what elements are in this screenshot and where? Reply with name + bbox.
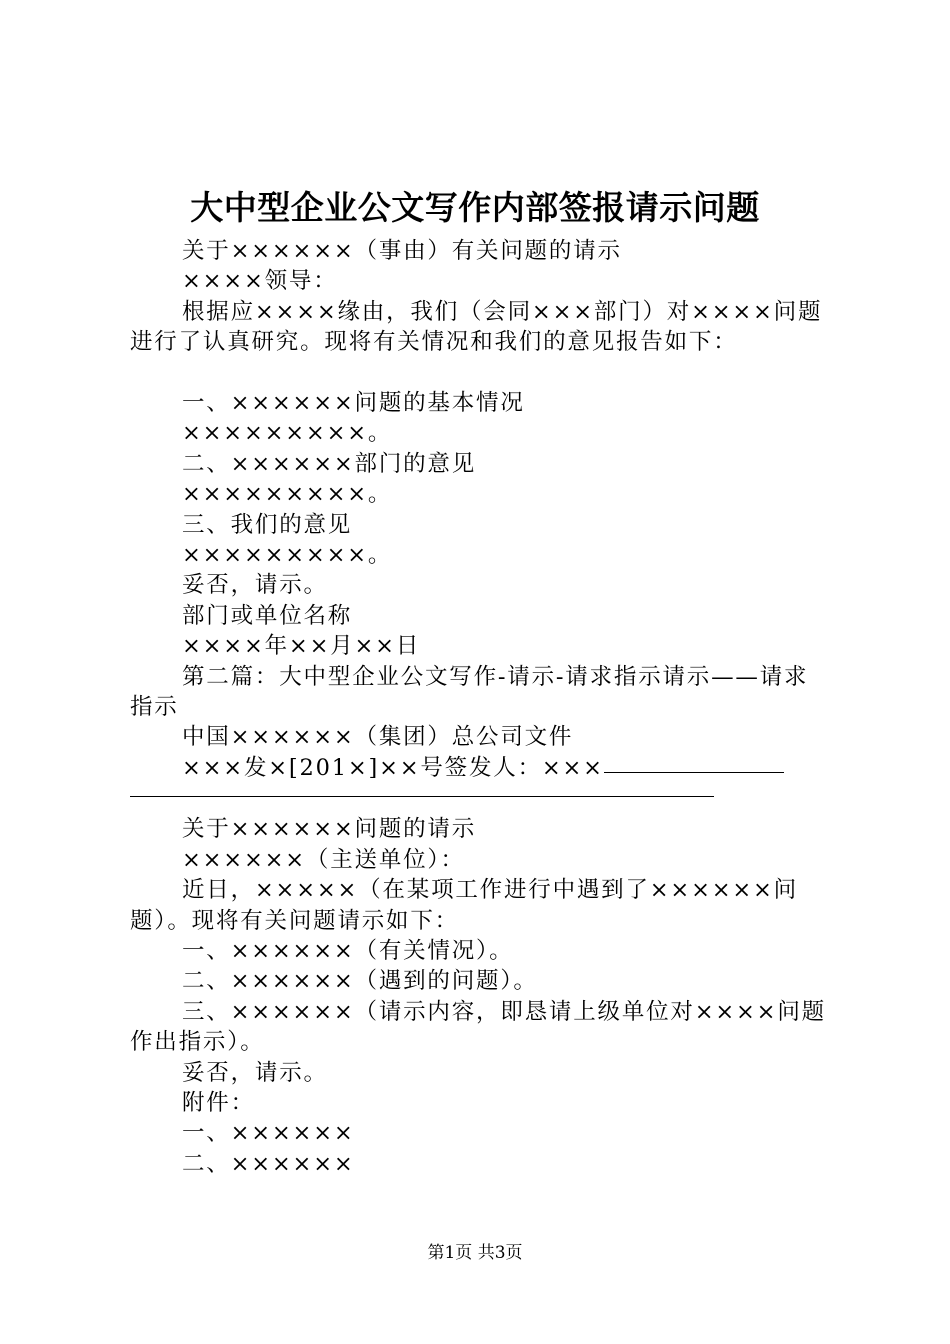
attachment-item-two: 二、×××××× bbox=[182, 1150, 355, 1177]
separator-rule bbox=[130, 783, 714, 797]
page-number: 第1页 共3页 bbox=[427, 1243, 523, 1263]
paragraph-gap bbox=[130, 358, 830, 388]
signature-date: ××××年××月××日 bbox=[182, 633, 421, 660]
section-two-heading: 二、××××××部门的意见 bbox=[182, 450, 477, 477]
request-item-one: 一、××××××（有关情况）。 bbox=[182, 937, 514, 964]
section-three-heading: 三、我们的意见 bbox=[182, 511, 353, 538]
section-one-text: ×××××××××。 bbox=[182, 420, 393, 447]
section-two-text: ×××××××××。 bbox=[182, 481, 393, 508]
salutation-line: ××××领导： bbox=[182, 268, 338, 295]
part-two-heading: 第二篇：大中型企业公文写作-请示-请求指示请示——请求指示 bbox=[130, 663, 809, 721]
signature-unit: 部门或单位名称 bbox=[182, 602, 353, 629]
request-item-two: 二、××××××（遇到的问题）。 bbox=[182, 968, 538, 995]
recipient-line: ××××××（主送单位）： bbox=[182, 846, 465, 873]
document-number-line bbox=[130, 753, 830, 783]
intro-paragraph: 根据应××××缘由，我们（会同×××部门）对××××问题进行了认真研究。现将有关情况和我们的意见报告如下： bbox=[130, 298, 823, 356]
request-closing-line: 妥否，请示。 bbox=[182, 1059, 328, 1086]
attachments-label: 附件： bbox=[182, 1089, 255, 1116]
document-number-text: ×××发×[201×]××号签发人：××× bbox=[182, 754, 604, 781]
document-title: 大中型企业公文写作内部签报请示问题 bbox=[190, 188, 760, 227]
request-intro-paragraph: 近日，×××××（在某项工作进行中遇到了××××××问题）。现将有关问题请示如下： bbox=[130, 877, 798, 934]
closing-line: 妥否，请示。 bbox=[182, 572, 328, 599]
section-one-heading: 一、××××××问题的基本情况 bbox=[182, 390, 525, 417]
issuer-line: 中国××××××（集团）总公司文件 bbox=[182, 724, 574, 751]
request-title-line: 关于××××××问题的请示 bbox=[182, 816, 477, 843]
section-three-text: ×××××××××。 bbox=[182, 542, 393, 569]
request-item-three: 三、××××××（请示内容，即恳请上级单位对××××问题作出指示）。 bbox=[130, 998, 826, 1056]
attachment-item-one: 一、×××××× bbox=[182, 1120, 355, 1147]
request-subject-line: 关于××××××（事由）有关问题的请示 bbox=[182, 238, 622, 264]
document-body bbox=[130, 236, 830, 1179]
signature-underline bbox=[604, 771, 784, 773]
